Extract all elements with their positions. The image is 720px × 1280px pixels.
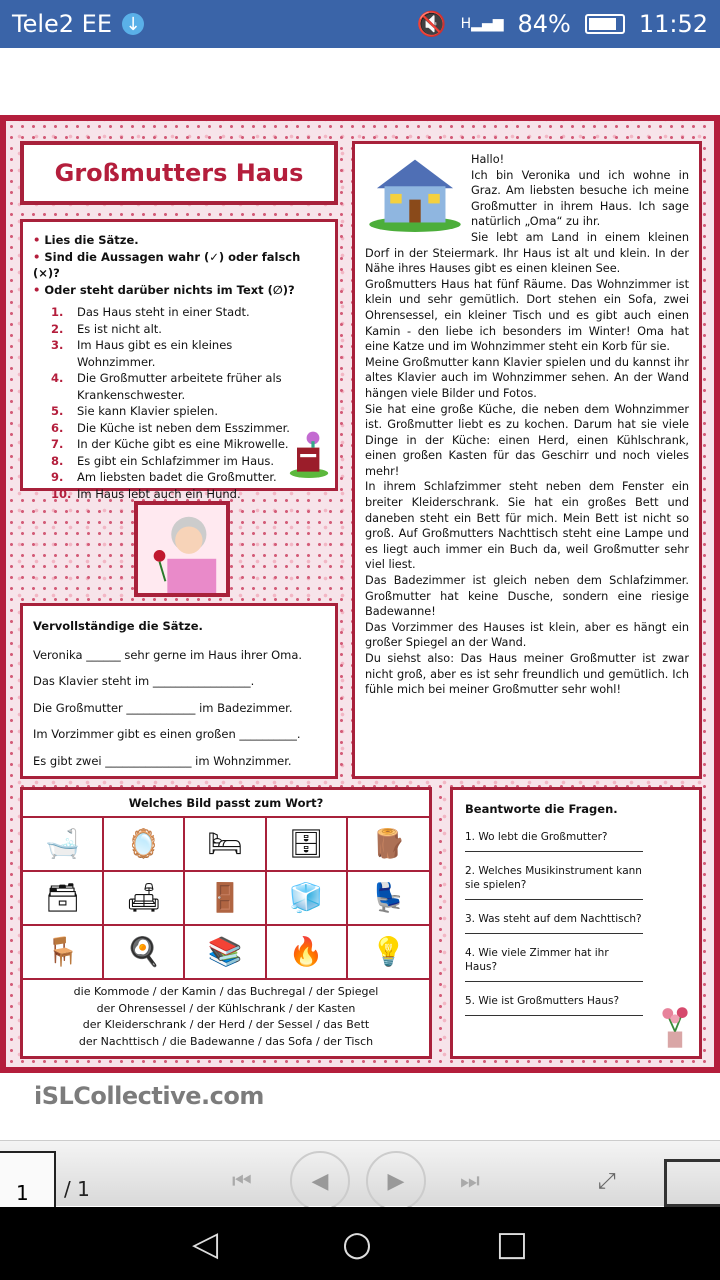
- back-button[interactable]: ◁: [192, 1223, 219, 1264]
- statement-item: [51, 321, 325, 338]
- story-paragraph: Ich bin Veronika und ich wohne in Graz. Am liebsten besuche ich meine Großmutter in ihrem Haus. Ich sage natürlich „Oma“ zu ihr.: [471, 168, 689, 229]
- statement-number: 10.: [51, 486, 72, 501]
- statement-number: 9.: [51, 470, 64, 484]
- statement-number: 6.: [51, 420, 64, 435]
- statement-number: 1.: [51, 305, 64, 319]
- picture-cell: 🛁: [23, 818, 104, 872]
- window-button[interactable]: [664, 1159, 720, 1207]
- page-number-input[interactable]: 1: [0, 1151, 56, 1207]
- statement-item: [51, 469, 325, 486]
- story-paragraph: Das Badezimmer ist gleich neben dem Schlafzimmer. Großmutter hat keine Dusche, sondern eine riesige Badewanne!: [365, 574, 689, 619]
- android-nav-bar: [0, 1207, 720, 1280]
- picture-cell: 💺: [348, 872, 429, 926]
- download-icon: ↓: [122, 13, 144, 35]
- statement-item: [51, 486, 325, 503]
- pdf-viewer-toolbar: [0, 1140, 720, 1206]
- first-page-icon[interactable]: ⏮: [232, 1169, 252, 1194]
- questions-exercise: [450, 787, 702, 1059]
- statement-item: [51, 337, 325, 370]
- statement-text: In der Küche gibt es eine Mikrowelle.: [77, 437, 289, 451]
- word-list-line: der Nachttisch / die Badewanne / das Sofa / der Tisch: [78, 1034, 374, 1048]
- question: 1. Wo lebt die Großmutter?: [465, 831, 608, 843]
- story-paragraph: In ihrem Schlafzimmer steht neben dem Fenster ein breiter Kleiderschrank. Sie hat ein großes Bett und daneben steht ein Bett für mich. Mein Bett ist nicht so groß. Auf Großmutters Nachttisch steht eine Lampe und es liegt auch immer ein Buch da, weil Großmutter sehr viel liest.: [365, 480, 689, 572]
- worksheet-title: Großmutters Haus: [20, 141, 338, 205]
- instruction: • Oder steht darüber nichts im Text (∅)?: [33, 282, 325, 299]
- piano-illustration: [289, 426, 329, 482]
- fill-title: Vervollständige die Sätze.: [33, 619, 203, 633]
- grandmother-illustration: [134, 501, 230, 597]
- question: 3. Was steht auf dem Nachttisch?: [465, 913, 642, 925]
- picture-word-matching: [20, 787, 432, 1059]
- picture-cell: 🍳: [104, 926, 185, 980]
- story-paragraph: Du siehst also: Das Haus meiner Großmutter ist zwar nicht groß, aber es ist sehr freundlich und gemütlich. Ich fühle mich bei meiner Großmutter sehr wohl!: [365, 652, 689, 697]
- statement-number: 7.: [51, 437, 64, 451]
- story-paragraph: Das Vorzimmer des Hauses ist klein, aber es hängt ein großer Spiegel an der Wand.: [365, 620, 689, 650]
- word-list-line: die Kommode / der Kamin / das Buchregal / der Spiegel: [73, 985, 379, 998]
- answer-line: [465, 1012, 643, 1016]
- status-bar: [0, 0, 720, 48]
- clock: 11:52: [638, 10, 708, 38]
- word-list-line: der Kleiderschrank / der Herd / der Sessel / das Bett: [82, 1018, 370, 1031]
- statement-number: 5.: [51, 404, 64, 418]
- answer-line: [465, 930, 643, 934]
- previous-page-button[interactable]: ◀: [290, 1151, 350, 1211]
- picture-cell: 💡: [348, 926, 429, 980]
- statement-item: [51, 436, 325, 453]
- fullscreen-icon[interactable]: ⤢: [598, 1169, 616, 1194]
- battery-percent: 84%: [517, 10, 571, 38]
- worksheet: [0, 115, 720, 1073]
- story-text: [352, 141, 702, 779]
- carrier: Tele2 EE: [12, 10, 113, 38]
- statement-item: [51, 370, 325, 403]
- picture-cell: 🛏: [185, 818, 266, 872]
- statement-text: Im Haus lebt auch ein Hund.: [77, 486, 241, 501]
- statement-text: Sie kann Klavier spielen.: [77, 404, 218, 418]
- fill-sentence: Die Großmutter ____________ im Badezimmer.: [33, 700, 293, 715]
- statement-text: Am liebsten badet die Großmutter.: [77, 470, 277, 484]
- battery-icon: [585, 14, 625, 34]
- instruction: • Lies die Sätze.: [33, 232, 325, 249]
- true-false-exercise: [20, 219, 338, 501]
- instruction: • Sind die Aussagen wahr (✓) oder falsch (×)?: [33, 249, 325, 282]
- statement-item: [51, 304, 325, 321]
- statement-item: [51, 453, 325, 470]
- page-total: / 1: [64, 1177, 90, 1201]
- picture-cell: 🪵: [348, 818, 429, 872]
- home-button[interactable]: ○: [342, 1223, 372, 1264]
- answer-line: [465, 848, 643, 852]
- picture-cell: 🛋: [104, 872, 185, 926]
- fill-in-exercise: [20, 603, 338, 779]
- house-illustration: [365, 152, 465, 232]
- mute-icon: 🔇: [416, 10, 447, 38]
- fill-sentence: Das Klavier steht im _________________.: [33, 674, 255, 688]
- statement-number: 8.: [51, 453, 64, 468]
- watermark: iSLCollective.com: [34, 1082, 264, 1110]
- story-paragraph: Hallo!: [471, 153, 505, 166]
- picture-cell: 🪑: [23, 926, 104, 980]
- statement-text: Es gibt ein Schlafzimmer im Haus.: [77, 453, 275, 468]
- story-paragraph: Großmutters Haus hat fünf Räume. Das Wohnzimmer ist klein und sehr gemütlich. Dort stehen ein Sofa, zwei Ohrensessel, ein kleiner Tisch und es gibt auch einen Kamin - den liebe ich besonders im Winter! Oma hat eine Katze und im Wohnzimmer steht ein Korb für sie.: [365, 277, 689, 354]
- statement-number: 3.: [51, 338, 64, 352]
- statement-number: 2.: [51, 321, 64, 336]
- question: 5. Wie ist Großmutters Haus?: [465, 995, 620, 1007]
- question: 4. Wie viele Zimmer hat ihr Haus?: [465, 947, 609, 973]
- statement-text: Die Küche ist neben dem Esszimmer.: [77, 420, 290, 435]
- word-list-line: der Ohrensessel / der Kühlschrank / der Kasten: [96, 1001, 356, 1015]
- signal-icon: H▂▄▆: [460, 16, 504, 32]
- story-paragraph: Sie hat eine große Küche, die neben dem Wohnzimmer ist. Großmutter liebt es zu kochen. Darum hat sie viele Dinge in der Küche: einen Herd, einen Kühlschrank, einen großen Kasten für das Geschirr und noch vieles mehr!: [365, 402, 689, 478]
- statement-item: [51, 420, 325, 437]
- statement-text: Es ist nicht alt.: [77, 321, 162, 336]
- fill-sentence: Im Vorzimmer gibt es einen großen __________.: [33, 727, 301, 741]
- statement-number: 4.: [51, 371, 64, 385]
- picture-cell: 📚: [185, 926, 266, 980]
- questions-title: Beantworte die Fragen.: [465, 802, 618, 816]
- picture-cell: 🗄: [267, 818, 348, 872]
- picture-cell: 🪞: [104, 818, 185, 872]
- match-title: Welches Bild passt zum Wort?: [23, 790, 429, 818]
- fill-sentence: Veronika ______ sehr gerne im Haus ihrer Oma.: [33, 647, 303, 662]
- statement-item: [51, 403, 325, 420]
- picture-cell: 🔥: [267, 926, 348, 980]
- answer-line: [465, 896, 643, 900]
- flowers-illustration: [657, 1004, 693, 1050]
- recents-button[interactable]: □: [495, 1223, 528, 1264]
- statement-text: Die Großmutter arbeitete früher als Krankenschwester.: [77, 371, 282, 402]
- last-page-icon[interactable]: ⏭: [460, 1169, 480, 1194]
- picture-cell: 🧊: [267, 872, 348, 926]
- fill-sentence: Es gibt zwei _______________ im Wohnzimmer.: [33, 753, 292, 768]
- story-paragraph: Sie lebt am Land in einem kleinen Dorf in der Steiermark. Ihr Haus ist alt und klein. In der Nähe ihres Hauses gibt es einen kleinen See.: [365, 230, 689, 276]
- statement-text: Im Haus gibt es ein kleines Wohnzimmer.: [77, 338, 233, 369]
- statement-text: Das Haus steht in einer Stadt.: [77, 305, 250, 319]
- question: 2. Welches Musikinstrument kann sie spielen?: [465, 865, 642, 891]
- next-page-button[interactable]: ▶: [366, 1151, 426, 1211]
- answer-line: [465, 978, 643, 982]
- picture-cell: 🚪: [185, 872, 266, 926]
- picture-cell: 🗃: [23, 872, 104, 926]
- story-paragraph: Meine Großmutter kann Klavier spielen und du kannst ihr altes Klavier auch im Wohnzimmer sehen. An der Wand hängen viele Bilder und Fotos.: [365, 355, 690, 400]
